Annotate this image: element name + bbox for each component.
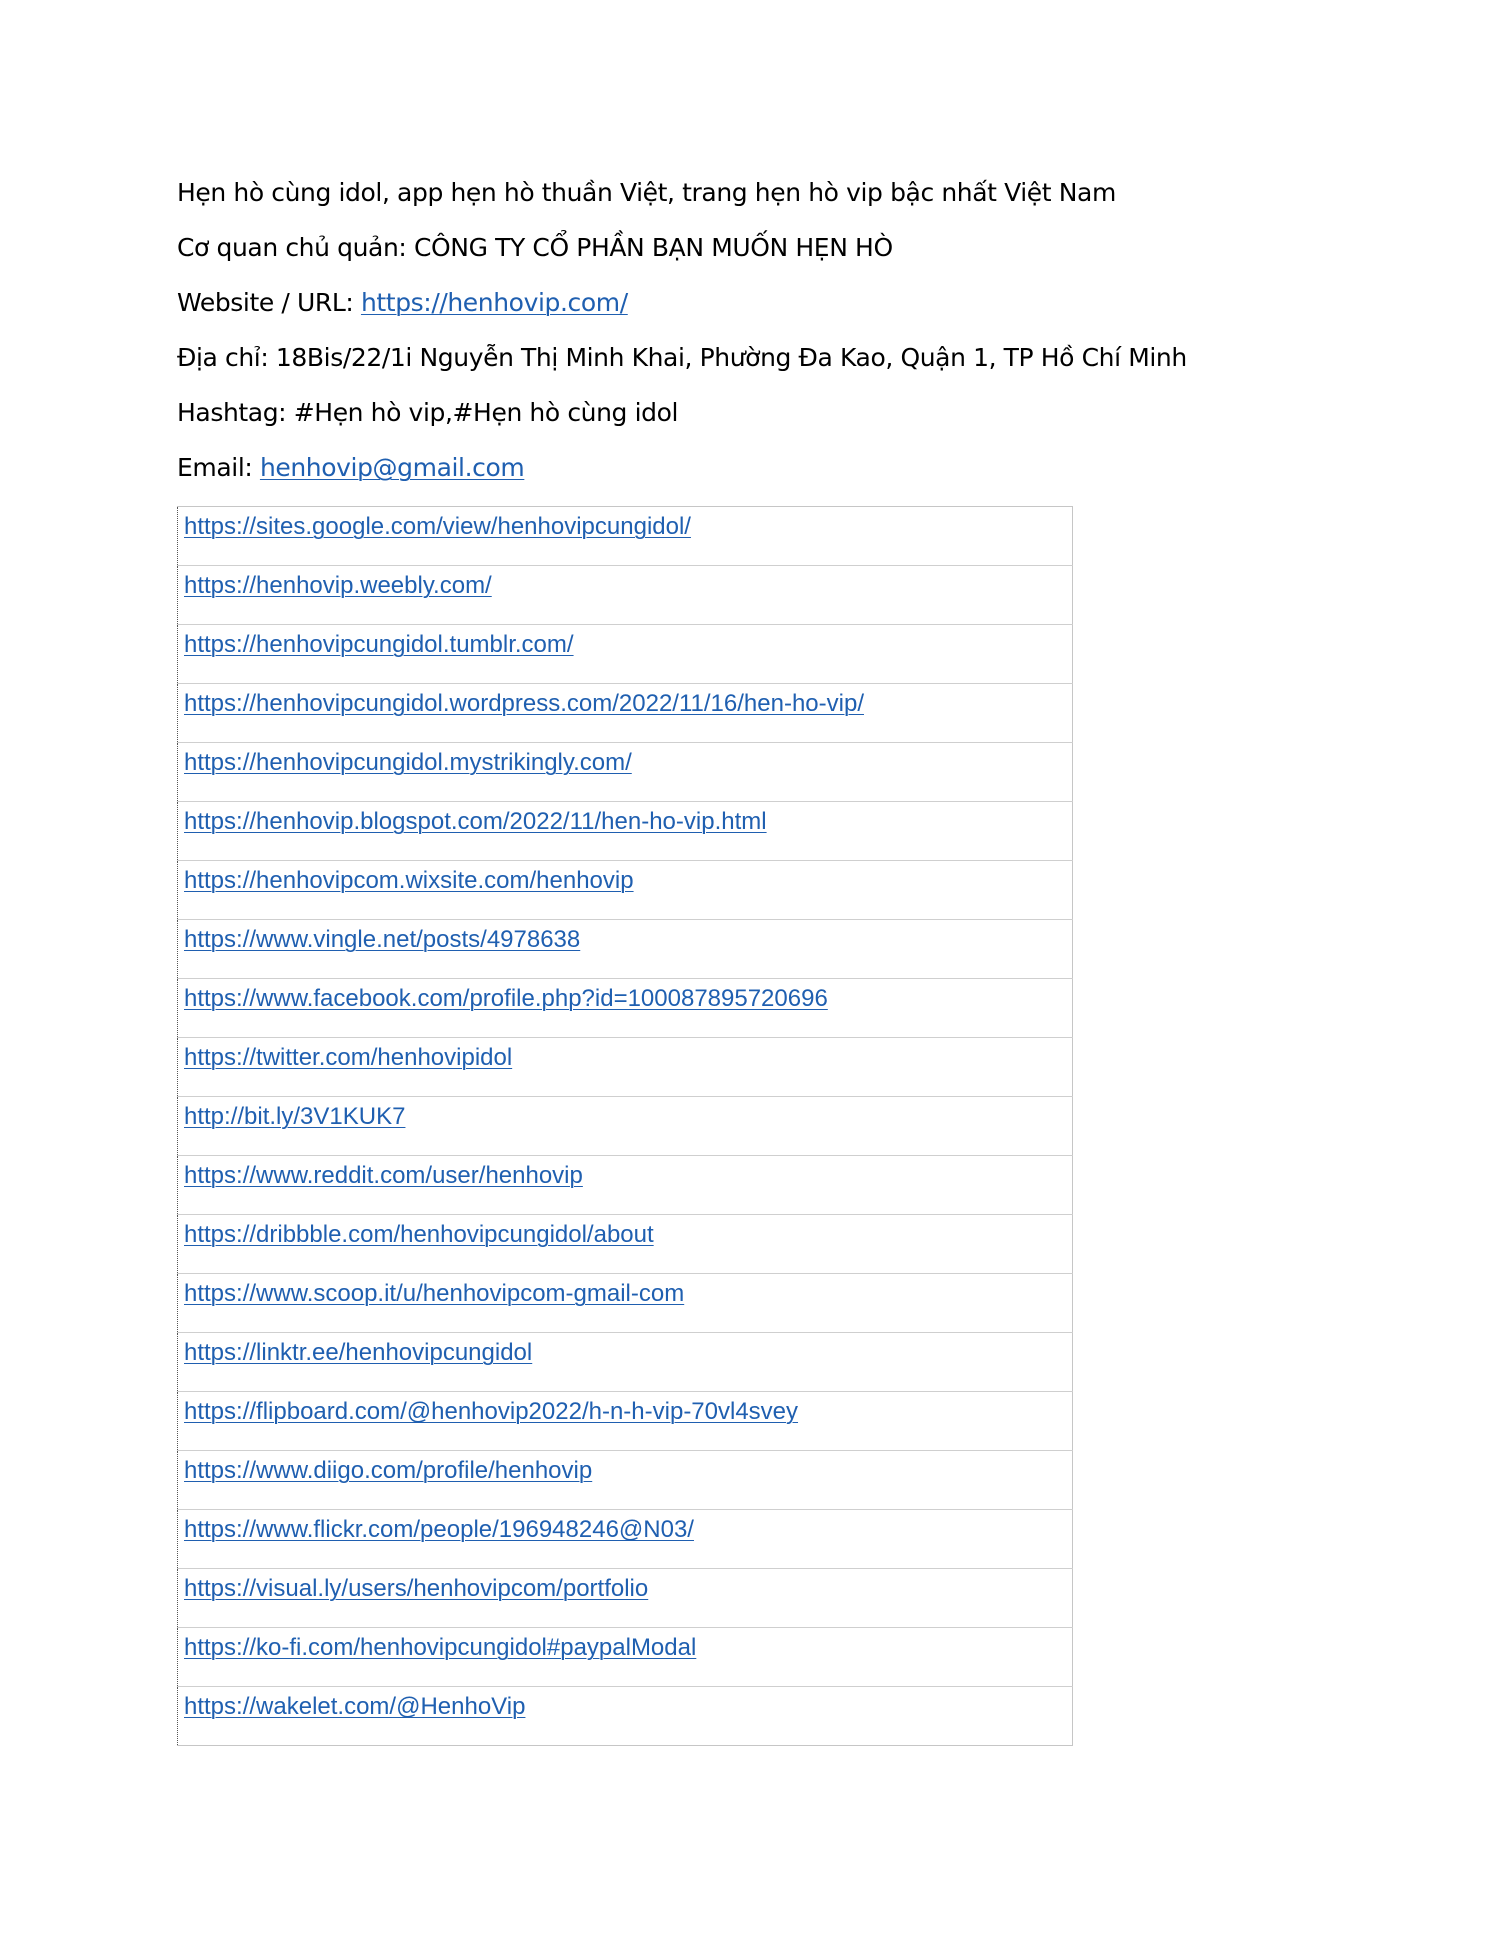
website-link[interactable]: https://henhovip.com/: [360, 288, 628, 317]
link-bitly[interactable]: http://bit.ly/3V1KUK7: [184, 1103, 406, 1130]
table-row: [178, 625, 1073, 684]
table-row: [178, 1215, 1073, 1274]
tagline-text: Hẹn hò cùng idol, app hẹn hò thuần Việt, trang hẹn hò vip bậc nhất Việt Nam: [177, 178, 1116, 207]
website-label: Website / URL:: [177, 288, 361, 317]
table-cell: [178, 1097, 1073, 1156]
table-cell: [178, 684, 1073, 743]
owner-label: Cơ quan chủ quản:: [177, 233, 414, 262]
link-weebly[interactable]: https://henhovip.weebly.com/: [184, 572, 492, 599]
tagline-line: [177, 172, 1327, 227]
table-cell: [178, 1215, 1073, 1274]
table-cell: [178, 1274, 1073, 1333]
table-cell: [178, 802, 1073, 861]
table-row: [178, 566, 1073, 625]
link-dribbble[interactable]: https://dribbble.com/henhovipcungidol/about: [184, 1221, 654, 1248]
link-linktree[interactable]: https://linktr.ee/henhovipcungidol: [184, 1339, 533, 1366]
table-cell: [178, 1628, 1073, 1687]
table-row: [178, 1451, 1073, 1510]
table-row: [178, 1156, 1073, 1215]
table-row: [178, 861, 1073, 920]
hashtag-line: [177, 392, 1327, 447]
link-flickr[interactable]: https://www.flickr.com/people/196948246@N03/: [184, 1516, 694, 1543]
link-vingle[interactable]: https://www.vingle.net/posts/4978638: [184, 926, 581, 953]
link-diigo[interactable]: https://www.diigo.com/profile/henhovip: [184, 1457, 593, 1484]
links-table: [177, 506, 1073, 1746]
email-label: Email:: [177, 453, 260, 482]
table-cell: [178, 1333, 1073, 1392]
table-row: [178, 1687, 1073, 1746]
table-row: [178, 507, 1073, 566]
table-row: [178, 1628, 1073, 1687]
link-strikingly[interactable]: https://henhovipcungidol.mystrikingly.com/: [184, 749, 632, 776]
address-value: 18Bis/22/1i Nguyễn Thị Minh Khai, Phường Đa Kao, Quận 1, TP Hồ Chí Minh: [275, 343, 1187, 372]
table-row: [178, 979, 1073, 1038]
table-cell: [178, 1510, 1073, 1569]
link-kofi[interactable]: https://ko-fi.com/henhovipcungidol#paypalModal: [184, 1634, 697, 1661]
link-tumblr[interactable]: https://henhovipcungidol.tumblr.com/: [184, 631, 574, 658]
address-line: [177, 337, 1327, 392]
table-row: [178, 1392, 1073, 1451]
email-line: [177, 447, 1327, 502]
owner-value: CÔNG TY CỔ PHẦN BẠN MUỐN HẸN HÒ: [413, 233, 893, 262]
table-row: [178, 1569, 1073, 1628]
owner-line: [177, 227, 1327, 282]
table-row: [178, 1510, 1073, 1569]
table-cell: [178, 566, 1073, 625]
table-row: [178, 920, 1073, 979]
address-label: Địa chỉ:: [177, 343, 276, 372]
hashtag-value: #Hẹn hò vip,#Hẹn hò cùng idol: [293, 398, 679, 427]
table-cell: [178, 1569, 1073, 1628]
table-cell: [178, 507, 1073, 566]
website-line: [177, 282, 1327, 337]
link-wordpress[interactable]: https://henhovipcungidol.wordpress.com/2022/11/16/hen-ho-vip/: [184, 690, 864, 717]
hashtag-label: Hashtag:: [177, 398, 294, 427]
link-facebook[interactable]: https://www.facebook.com/profile.php?id=100087895720696: [184, 985, 828, 1012]
table-row: [178, 743, 1073, 802]
link-sites-google[interactable]: https://sites.google.com/view/henhovipcungidol/: [184, 513, 691, 540]
table-cell: [178, 1392, 1073, 1451]
table-cell: [178, 920, 1073, 979]
link-blogspot[interactable]: https://henhovip.blogspot.com/2022/11/hen-ho-vip.html: [184, 808, 767, 835]
link-visually[interactable]: https://visual.ly/users/henhovipcom/portfolio: [184, 1575, 649, 1602]
link-wixsite[interactable]: https://henhovipcom.wixsite.com/henhovip: [184, 867, 634, 894]
link-twitter[interactable]: https://twitter.com/henhovipidol: [184, 1044, 513, 1071]
table-cell: [178, 743, 1073, 802]
link-reddit[interactable]: https://www.reddit.com/user/henhovip: [184, 1162, 583, 1189]
link-wakelet[interactable]: https://wakelet.com/@HenhoVip: [184, 1693, 526, 1720]
link-scoopit[interactable]: https://www.scoop.it/u/henhovipcom-gmail-com: [184, 1280, 685, 1307]
table-row: [178, 1038, 1073, 1097]
table-cell: [178, 979, 1073, 1038]
table-row: [178, 1333, 1073, 1392]
table-cell: [178, 625, 1073, 684]
link-flipboard[interactable]: https://flipboard.com/@henhovip2022/h-n-h-vip-70vl4svey: [184, 1398, 799, 1425]
table-cell: [178, 1687, 1073, 1746]
table-cell: [178, 1156, 1073, 1215]
table-row: [178, 802, 1073, 861]
table-cell: [178, 1038, 1073, 1097]
email-link[interactable]: henhovip@gmail.com: [259, 453, 525, 482]
table-cell: [178, 861, 1073, 920]
document-header: [177, 172, 1327, 502]
table-cell: [178, 1451, 1073, 1510]
table-row: [178, 684, 1073, 743]
table-row: [178, 1097, 1073, 1156]
table-row: [178, 1274, 1073, 1333]
